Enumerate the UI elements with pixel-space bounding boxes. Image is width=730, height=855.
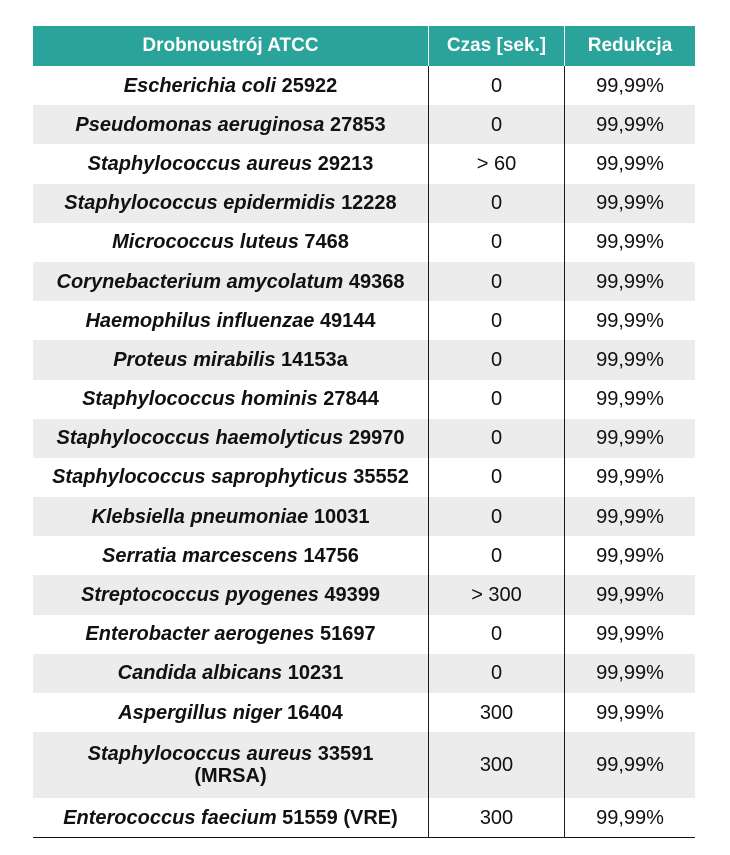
table-row — [33, 732, 695, 798]
species-name: Staphylococcus aureus — [87, 743, 313, 766]
species-name: Staphylococcus aureus — [87, 152, 313, 175]
microbe-reduction-table — [33, 26, 695, 838]
table-row — [33, 615, 695, 654]
organism-cell — [33, 262, 428, 301]
table-row — [33, 223, 695, 262]
reduction-cell: 99,99% — [564, 798, 695, 837]
atcc-code: 49399 — [324, 584, 381, 607]
organism-cell — [33, 144, 428, 183]
table-row — [33, 798, 695, 837]
time-cell: 300 — [428, 732, 564, 798]
species-name: Staphylococcus hominis — [82, 388, 318, 411]
reduction-cell: 99,99% — [564, 458, 695, 497]
time-cell: 0 — [428, 497, 564, 536]
reduction-cell: 99,99% — [564, 575, 695, 614]
atcc-code: 35552 — [353, 466, 409, 489]
atcc-code: 29213 — [317, 152, 374, 175]
header-reduction: Redukcja — [564, 26, 695, 66]
time-cell: 0 — [428, 380, 564, 419]
organism-cell — [33, 66, 428, 105]
species-name: Candida albicans — [117, 662, 283, 685]
atcc-code: 25922 — [281, 74, 338, 97]
reduction-cell: 99,99% — [564, 184, 695, 223]
table-row — [33, 693, 695, 732]
header-organism: Drobnoustrój ATCC — [142, 35, 319, 56]
table-row — [33, 105, 695, 144]
species-name: Pseudomonas aeruginosa — [75, 113, 325, 136]
time-cell: 0 — [428, 458, 564, 497]
organism-cell — [33, 419, 428, 458]
time-cell: 0 — [428, 262, 564, 301]
table-row — [33, 458, 695, 497]
reduction-cell: 99,99% — [564, 654, 695, 693]
organism-cell — [33, 380, 428, 419]
reduction-cell: 99,99% — [564, 615, 695, 654]
table-row — [33, 654, 695, 693]
reduction-cell: 99,99% — [564, 732, 695, 798]
atcc-code: 16404 — [287, 701, 343, 724]
reduction-cell: 99,99% — [564, 497, 695, 536]
resistance-tag: (MRSA) — [194, 765, 267, 788]
time-cell: 0 — [428, 184, 564, 223]
table-row — [33, 497, 695, 536]
table-header-row — [33, 26, 695, 66]
atcc-code: 10031 — [313, 505, 370, 528]
organism-cell — [33, 184, 428, 223]
time-cell: 0 — [428, 66, 564, 105]
table-row — [33, 340, 695, 379]
reduction-cell: 99,99% — [564, 105, 695, 144]
reduction-cell: 99,99% — [564, 144, 695, 183]
reduction-cell: 99,99% — [564, 536, 695, 575]
time-cell: 0 — [428, 419, 564, 458]
time-cell: 0 — [428, 654, 564, 693]
time-cell: 300 — [428, 798, 564, 837]
table-row — [33, 262, 695, 301]
reduction-cell: 99,99% — [564, 66, 695, 105]
time-cell: > 300 — [428, 575, 564, 614]
reduction-cell: 99,99% — [564, 693, 695, 732]
species-name: Enterobacter aerogenes — [85, 623, 315, 646]
atcc-code: 10231 — [287, 662, 344, 685]
organism-cell — [33, 340, 428, 379]
organism-cell — [33, 654, 428, 693]
organism-cell — [33, 575, 428, 614]
time-cell: 0 — [428, 536, 564, 575]
species-name: Enterococcus faecium — [63, 806, 277, 829]
time-cell: 0 — [428, 223, 564, 262]
organism-cell — [33, 615, 428, 654]
organism-cell — [33, 497, 428, 536]
time-cell: 0 — [428, 301, 564, 340]
species-name: Proteus mirabilis — [113, 348, 276, 371]
species-name: Streptococcus pyogenes — [80, 584, 319, 607]
table-row — [33, 575, 695, 614]
table-bottom-border — [33, 837, 695, 838]
organism-cell — [33, 458, 428, 497]
atcc-code: 33591 — [317, 743, 374, 766]
table-row — [33, 419, 695, 458]
reduction-cell: 99,99% — [564, 380, 695, 419]
species-name: Aspergillus niger — [118, 701, 282, 724]
reduction-cell: 99,99% — [564, 262, 695, 301]
time-cell: > 60 — [428, 144, 564, 183]
table-row — [33, 184, 695, 223]
atcc-code: 49144 — [319, 309, 376, 332]
table-row — [33, 380, 695, 419]
organism-cell — [33, 536, 428, 575]
species-name: Escherichia coli — [123, 74, 277, 97]
atcc-code: 14153a — [281, 348, 348, 371]
atcc-code: 14756 — [303, 544, 359, 567]
species-name: Micrococcus luteus — [112, 231, 299, 254]
reduction-cell: 99,99% — [564, 340, 695, 379]
atcc-code: 29970 — [348, 427, 405, 450]
organism-cell — [33, 732, 428, 798]
reduction-cell: 99,99% — [564, 419, 695, 458]
organism-cell — [33, 105, 428, 144]
atcc-code: 12228 — [341, 192, 397, 215]
table-row — [33, 301, 695, 340]
table-row — [33, 66, 695, 105]
species-name: Serratia marcescens — [102, 544, 298, 567]
time-cell: 300 — [428, 693, 564, 732]
atcc-code: 51559 (VRE) — [282, 806, 398, 829]
organism-cell — [33, 223, 428, 262]
atcc-code: 49368 — [348, 270, 405, 293]
species-name: Haemophilus influenzae — [85, 309, 315, 332]
species-name: Staphylococcus haemolyticus — [56, 427, 344, 450]
species-name: Staphylococcus saprophyticus — [52, 466, 348, 489]
table-row — [33, 536, 695, 575]
reduction-cell: 99,99% — [564, 223, 695, 262]
atcc-code: 27853 — [329, 113, 386, 136]
species-name: Staphylococcus epidermidis — [64, 192, 336, 215]
reduction-cell: 99,99% — [564, 301, 695, 340]
species-name: Corynebacterium amycolatum — [56, 270, 344, 293]
organism-cell — [33, 693, 428, 732]
atcc-code: 7468 — [304, 231, 349, 254]
header-time: Czas [sek.] — [428, 26, 564, 66]
table-row — [33, 144, 695, 183]
time-cell: 0 — [428, 340, 564, 379]
organism-cell — [33, 798, 428, 837]
time-cell: 0 — [428, 615, 564, 654]
atcc-code: 27844 — [323, 388, 379, 411]
species-name: Klebsiella pneumoniae — [91, 505, 309, 528]
organism-cell — [33, 301, 428, 340]
time-cell: 0 — [428, 105, 564, 144]
atcc-code: 51697 — [319, 623, 376, 646]
